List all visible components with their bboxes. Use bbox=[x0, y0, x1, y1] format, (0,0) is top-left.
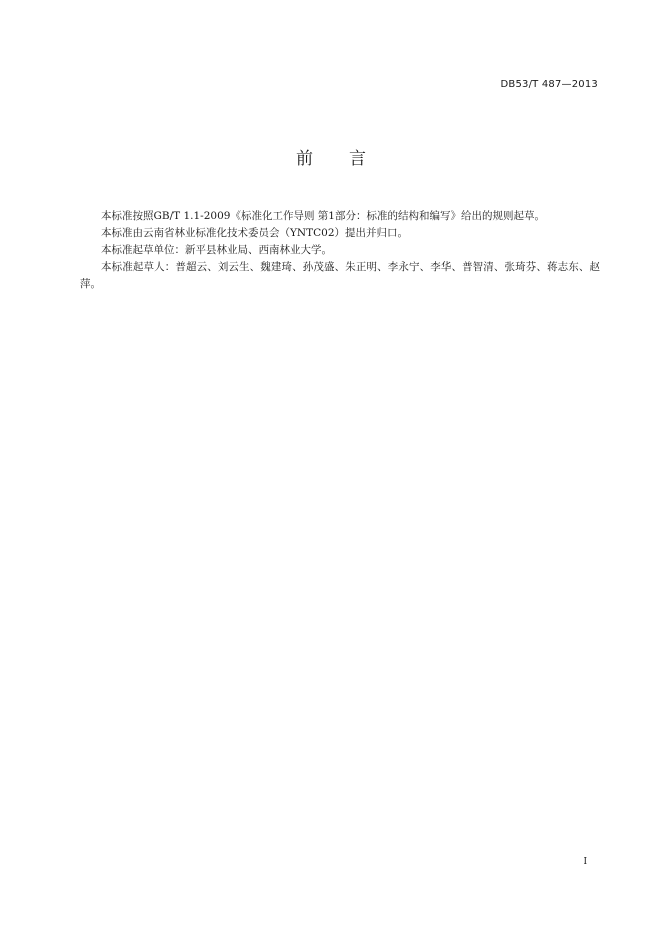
page-title: 前言 bbox=[296, 149, 402, 169]
document-code: DB53/T 487—2013 bbox=[500, 79, 598, 90]
paragraph-drafting-units: 本标准起草单位：新平县林业局、西南林业大学。 bbox=[101, 244, 332, 256]
paragraph-drafting-rules: 本标准按照GB/T 1.1-2009《标准化工作导则 第1部分：标准的结构和编写》给出的规则起草。 bbox=[101, 210, 545, 222]
paragraph-drafters: 本标准起草人：普超云、刘云生、魏建琦、孙茂盛、朱正明、李永宁、李华、普智清、张琦芬、蒋志东、赵萍。 bbox=[80, 261, 600, 290]
paragraph-proposer: 本标准由云南省林业标准化技术委员会（YNTC02）提出并归口。 bbox=[101, 227, 409, 239]
page-number: I bbox=[583, 857, 587, 867]
document-body bbox=[80, 208, 600, 293]
